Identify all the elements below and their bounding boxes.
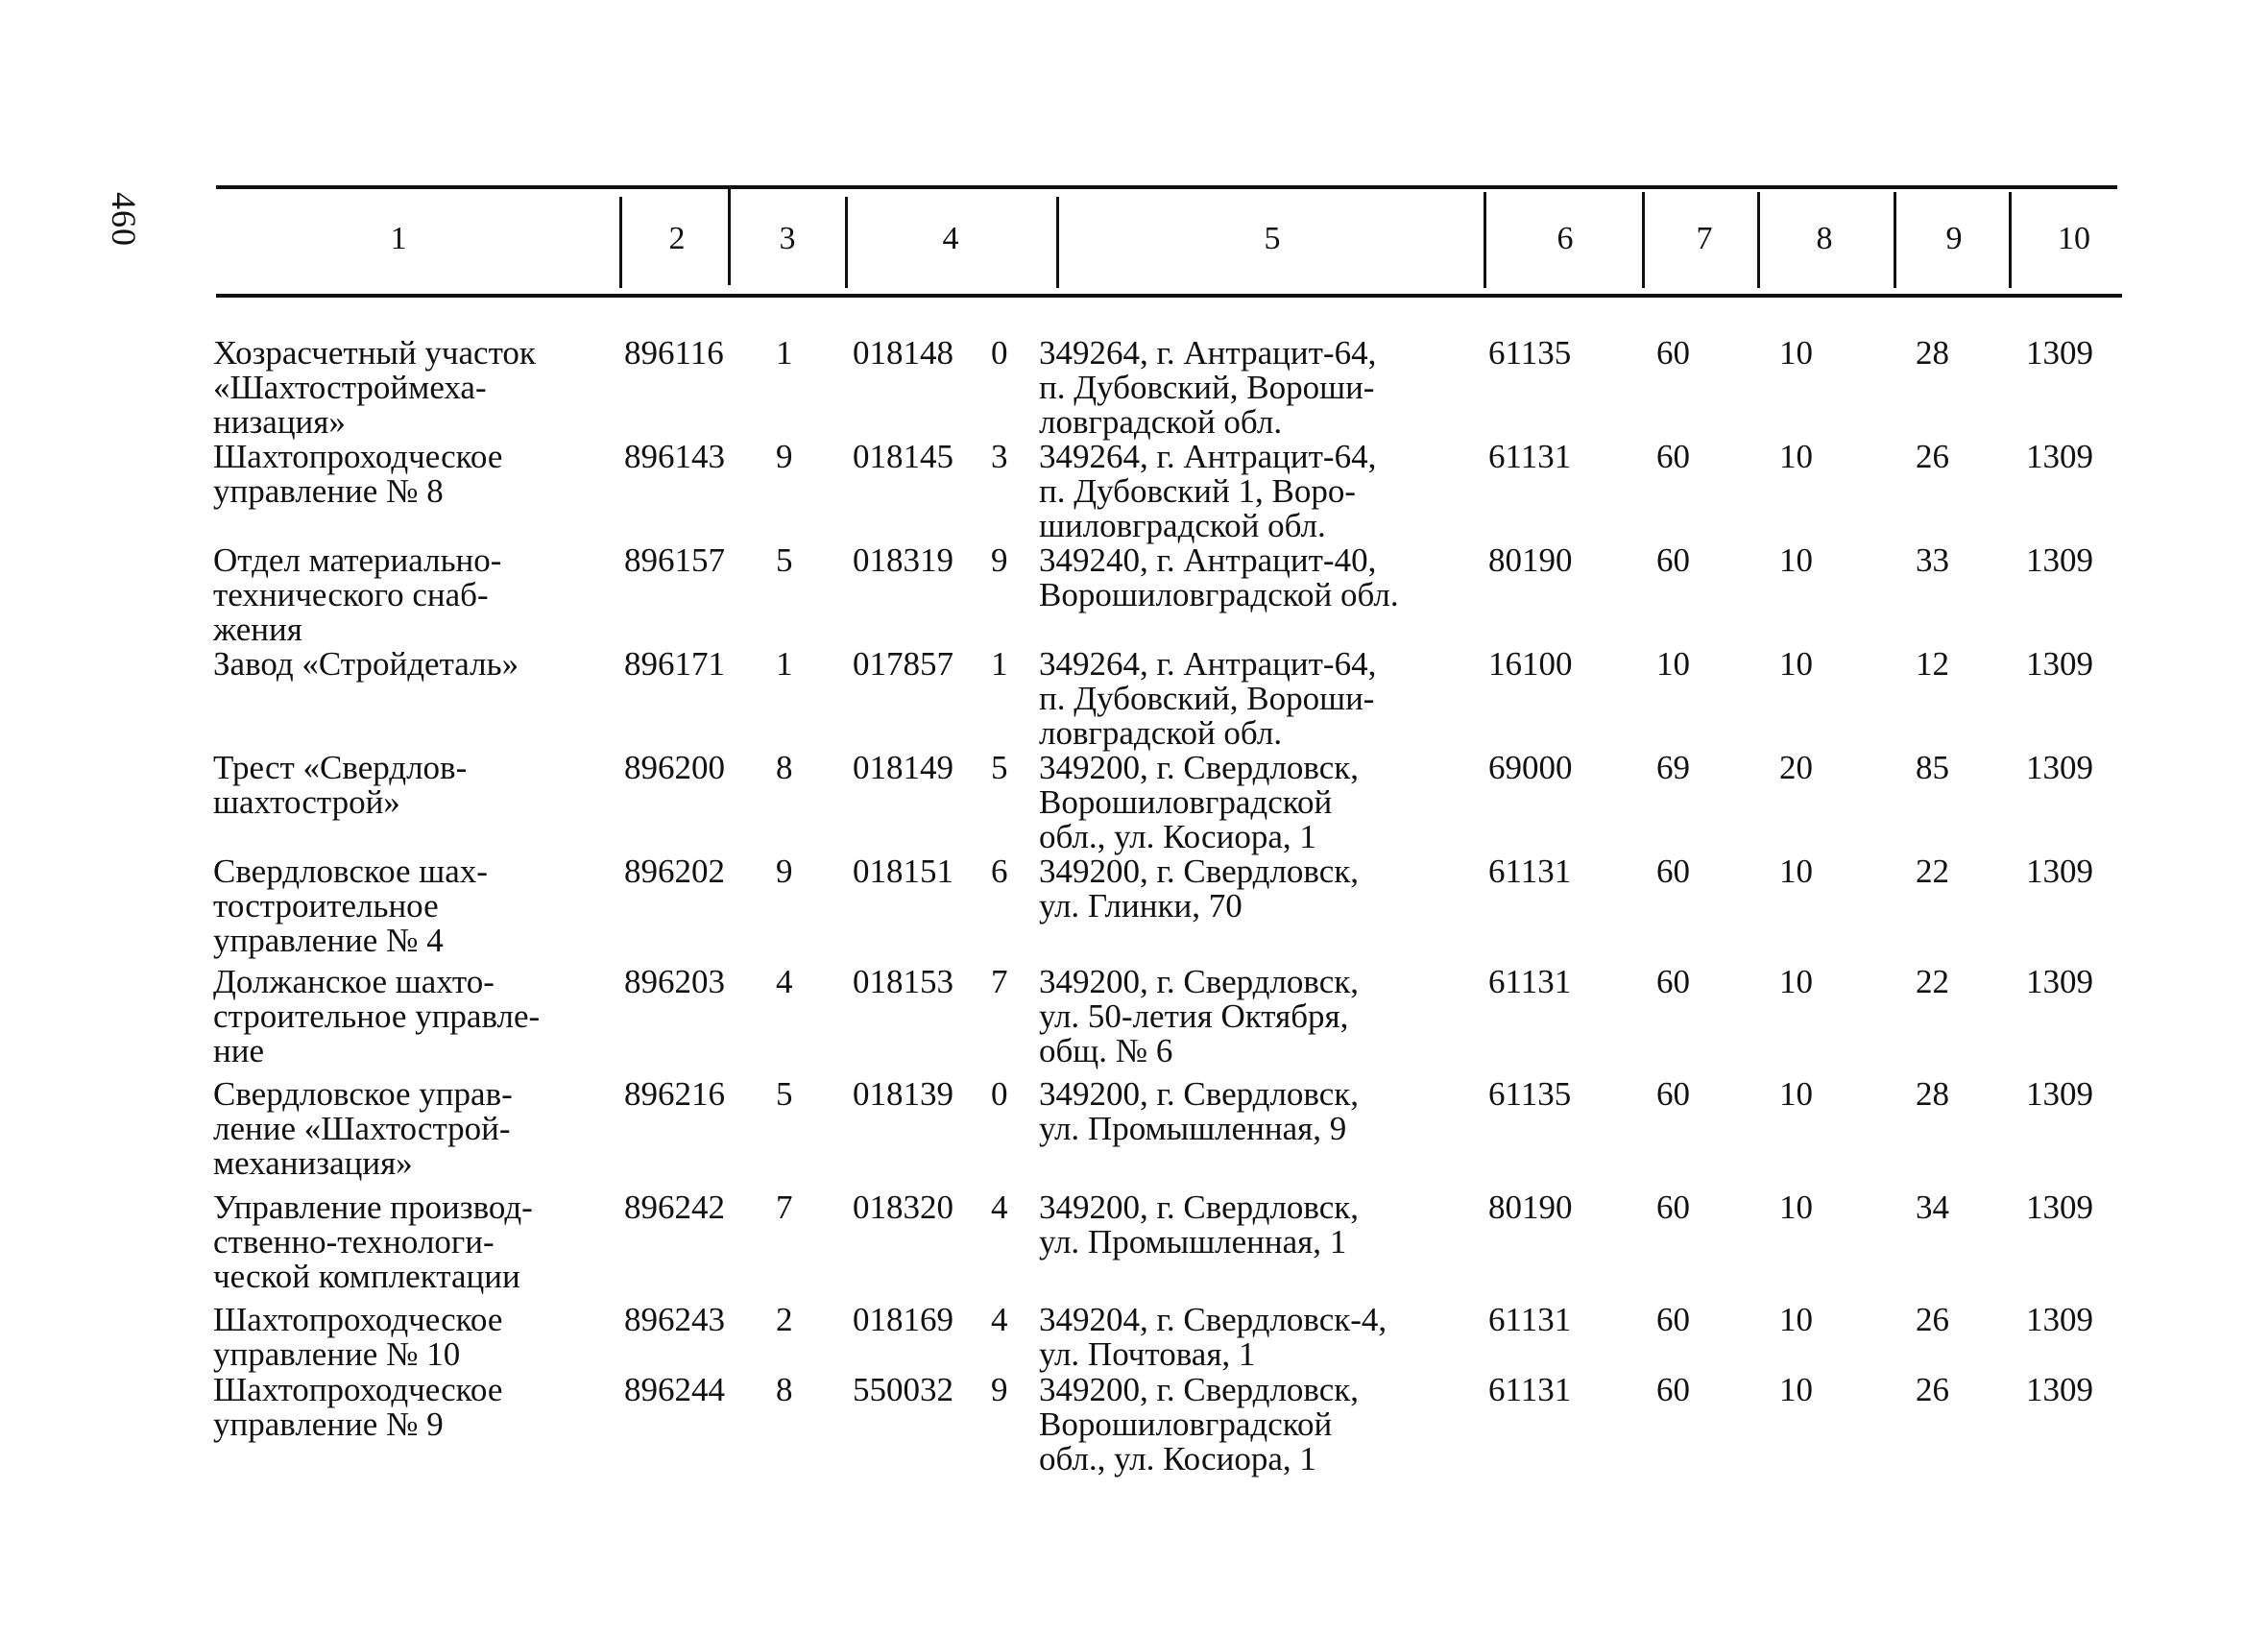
table-row (0, 749, 2268, 855)
number-digit-cell: 6 (991, 853, 1008, 890)
col9-cell: 26 (1916, 438, 1949, 475)
col7-cell: 69 (1656, 749, 1690, 786)
check-digit-cell: 2 (776, 1301, 793, 1338)
number-cell: 017857 (853, 645, 953, 683)
column-header-7: 7 (1696, 221, 1713, 256)
col9-cell: 85 (1916, 749, 1949, 786)
column-header-1: 1 (390, 221, 407, 256)
organization-name: Отдел материально- технического снаб- жения (213, 541, 502, 648)
column-separator (1484, 192, 1486, 288)
organization-name: Управление производ- ственно-технологи- ческой комплектации (213, 1189, 533, 1295)
col8-cell: 10 (1779, 853, 1813, 890)
col9-cell: 12 (1916, 645, 1949, 683)
check-digit-cell: 5 (776, 1075, 793, 1113)
col7-cell: 60 (1656, 963, 1690, 1000)
address-cell: 349200, г. Свердловск, ул. Промышленная, 1 (1039, 1189, 1360, 1261)
check-digit-cell: 7 (776, 1189, 793, 1226)
organization-name: Трест «Свердлов- шахтострой» (213, 749, 468, 821)
table-row (0, 963, 2268, 1069)
address-cell: 349200, г. Свердловск, ул. 50-летия Октября, общ. № 6 (1039, 963, 1360, 1069)
organization-name: Завод «Стройдеталь» (213, 645, 519, 683)
column-header-4: 4 (942, 221, 959, 256)
column-separator (1757, 192, 1760, 288)
check-digit-cell: 4 (776, 963, 793, 1000)
col6-cell: 80190 (1488, 1189, 1573, 1226)
code-cell: 896242 (624, 1189, 725, 1226)
col6-cell: 61131 (1488, 438, 1572, 475)
number-digit-cell: 0 (991, 1075, 1008, 1113)
code-cell: 896200 (624, 749, 725, 786)
number-digit-cell: 9 (991, 1371, 1008, 1408)
address-cell: 349264, г. Антрацит-64, п. Дубовский 1, Воро- шиловградской обл. (1039, 438, 1377, 544)
col8-cell: 10 (1779, 541, 1813, 579)
col10-cell: 1309 (2026, 438, 2093, 475)
col7-cell: 60 (1656, 1189, 1690, 1226)
col10-cell: 1309 (2026, 645, 2093, 683)
code-cell: 896116 (624, 334, 724, 372)
address-cell: 349200, г. Свердловск, Ворошиловградской обл., ул. Косиора, 1 (1039, 1371, 1360, 1477)
col7-cell: 60 (1656, 438, 1690, 475)
col7-cell: 10 (1656, 645, 1690, 683)
table-row (0, 1371, 2268, 1477)
address-cell: 349200, г. Свердловск, Ворошиловградской обл., ул. Косиора, 1 (1039, 749, 1360, 855)
check-digit-cell: 8 (776, 749, 793, 786)
col9-cell: 28 (1916, 334, 1949, 372)
column-separator (619, 197, 622, 288)
table-row (0, 334, 2268, 441)
number-cell: 018148 (853, 334, 953, 372)
col10-cell: 1309 (2026, 1371, 2093, 1408)
col7-cell: 60 (1656, 1301, 1690, 1338)
col7-cell: 60 (1656, 541, 1690, 579)
table-row (0, 645, 2268, 752)
col8-cell: 10 (1779, 1075, 1813, 1113)
number-cell: 018320 (853, 1189, 953, 1226)
code-cell: 896143 (624, 438, 725, 475)
col7-cell: 60 (1656, 853, 1690, 890)
col9-cell: 22 (1916, 853, 1949, 890)
column-header-10: 10 (2058, 221, 2090, 256)
column-separator (2009, 192, 2012, 288)
col9-cell: 28 (1916, 1075, 1949, 1113)
col8-cell: 10 (1779, 334, 1813, 372)
number-digit-cell: 3 (991, 438, 1008, 475)
column-header-2: 2 (668, 221, 686, 256)
column-header-5: 5 (1264, 221, 1281, 256)
column-separator (1056, 197, 1059, 288)
col8-cell: 10 (1779, 438, 1813, 475)
col6-cell: 16100 (1488, 645, 1573, 683)
code-cell: 896202 (624, 853, 725, 890)
table-row (0, 1189, 2268, 1295)
table-top-rule (216, 185, 2117, 189)
code-cell: 896157 (624, 541, 725, 579)
organization-name: Свердловское шах- тостроительное управление № 4 (213, 853, 488, 959)
column-separator (1894, 192, 1896, 288)
check-digit-cell: 9 (776, 853, 793, 890)
column-header-3: 3 (779, 221, 796, 256)
code-cell: 896203 (624, 963, 725, 1000)
col6-cell: 80190 (1488, 541, 1573, 579)
col9-cell: 22 (1916, 963, 1949, 1000)
table-row (0, 1075, 2268, 1182)
number-cell: 018169 (853, 1301, 953, 1338)
address-cell: 349200, г. Свердловск, ул. Глинки, 70 (1039, 853, 1360, 925)
number-cell: 018145 (853, 438, 953, 475)
col6-cell: 61131 (1488, 1371, 1572, 1408)
col8-cell: 10 (1779, 1301, 1813, 1338)
organization-name: Шахтопроходческое управление № 9 (213, 1371, 503, 1443)
number-digit-cell: 5 (991, 749, 1008, 786)
col8-cell: 10 (1779, 1189, 1813, 1226)
table-row (0, 853, 2268, 959)
number-digit-cell: 4 (991, 1301, 1008, 1338)
organization-name: Свердловское управ- ление «Шахтострой- механизация» (213, 1075, 513, 1182)
col6-cell: 61135 (1488, 1075, 1572, 1113)
address-cell: 349264, г. Антрацит-64, п. Дубовский, Вороши- ловградской обл. (1039, 334, 1377, 441)
number-cell: 018319 (853, 541, 953, 579)
number-digit-cell: 9 (991, 541, 1008, 579)
number-cell: 550032 (853, 1371, 953, 1408)
col10-cell: 1309 (2026, 749, 2093, 786)
number-digit-cell: 0 (991, 334, 1008, 372)
code-cell: 896243 (624, 1301, 725, 1338)
column-header-9: 9 (1945, 221, 1963, 256)
number-digit-cell: 4 (991, 1189, 1008, 1226)
address-cell: 349200, г. Свердловск, ул. Промышленная, 9 (1039, 1075, 1360, 1147)
col10-cell: 1309 (2026, 334, 2093, 372)
code-cell: 896171 (624, 645, 725, 683)
col7-cell: 60 (1656, 1371, 1690, 1408)
col7-cell: 60 (1656, 1075, 1690, 1113)
number-cell: 018151 (853, 853, 953, 890)
number-digit-cell: 7 (991, 963, 1008, 1000)
column-separator (1642, 192, 1645, 288)
column-header-8: 8 (1816, 221, 1833, 256)
number-digit-cell: 1 (991, 645, 1008, 683)
address-cell: 349240, г. Антрацит-40, Ворошиловградской обл. (1039, 541, 1399, 613)
col8-cell: 10 (1779, 963, 1813, 1000)
col6-cell: 61131 (1488, 1301, 1572, 1338)
table-row (0, 541, 2268, 648)
col10-cell: 1309 (2026, 853, 2093, 890)
col8-cell: 10 (1779, 645, 1813, 683)
col10-cell: 1309 (2026, 1301, 2093, 1338)
col6-cell: 61135 (1488, 334, 1572, 372)
col9-cell: 33 (1916, 541, 1949, 579)
address-cell: 349264, г. Антрацит-64, п. Дубовский, Вороши- ловградской обл. (1039, 645, 1377, 752)
col10-cell: 1309 (2026, 1189, 2093, 1226)
check-digit-cell: 5 (776, 541, 793, 579)
page-number: 460 (105, 192, 143, 247)
organization-name: Хозрасчетный участок «Шахтостроймеха- низация» (213, 334, 536, 441)
col8-cell: 10 (1779, 1371, 1813, 1408)
code-cell: 896216 (624, 1075, 725, 1113)
col9-cell: 26 (1916, 1301, 1949, 1338)
col10-cell: 1309 (2026, 963, 2093, 1000)
organization-name: Шахтопроходческое управление № 10 (213, 1301, 503, 1373)
code-cell: 896244 (624, 1371, 725, 1408)
column-separator (728, 189, 731, 285)
table-row (0, 438, 2268, 544)
col9-cell: 34 (1916, 1189, 1949, 1226)
col10-cell: 1309 (2026, 541, 2093, 579)
check-digit-cell: 9 (776, 438, 793, 475)
check-digit-cell: 8 (776, 1371, 793, 1408)
check-digit-cell: 1 (776, 334, 793, 372)
col8-cell: 20 (1779, 749, 1813, 786)
number-cell: 018149 (853, 749, 953, 786)
table-header-rule (216, 294, 2122, 298)
column-header-6: 6 (1556, 221, 1574, 256)
col9-cell: 26 (1916, 1371, 1949, 1408)
address-cell: 349204, г. Свердловск-4, ул. Почтовая, 1 (1039, 1301, 1387, 1373)
col6-cell: 61131 (1488, 963, 1572, 1000)
column-separator (845, 197, 848, 288)
number-cell: 018153 (853, 963, 953, 1000)
number-cell: 018139 (853, 1075, 953, 1113)
organization-name: Шахтопроходческое управление № 8 (213, 438, 503, 510)
organization-name: Должанское шахто- строительное управле- ние (213, 963, 541, 1069)
col10-cell: 1309 (2026, 1075, 2093, 1113)
col6-cell: 61131 (1488, 853, 1572, 890)
col7-cell: 60 (1656, 334, 1690, 372)
col6-cell: 69000 (1488, 749, 1573, 786)
check-digit-cell: 1 (776, 645, 793, 683)
